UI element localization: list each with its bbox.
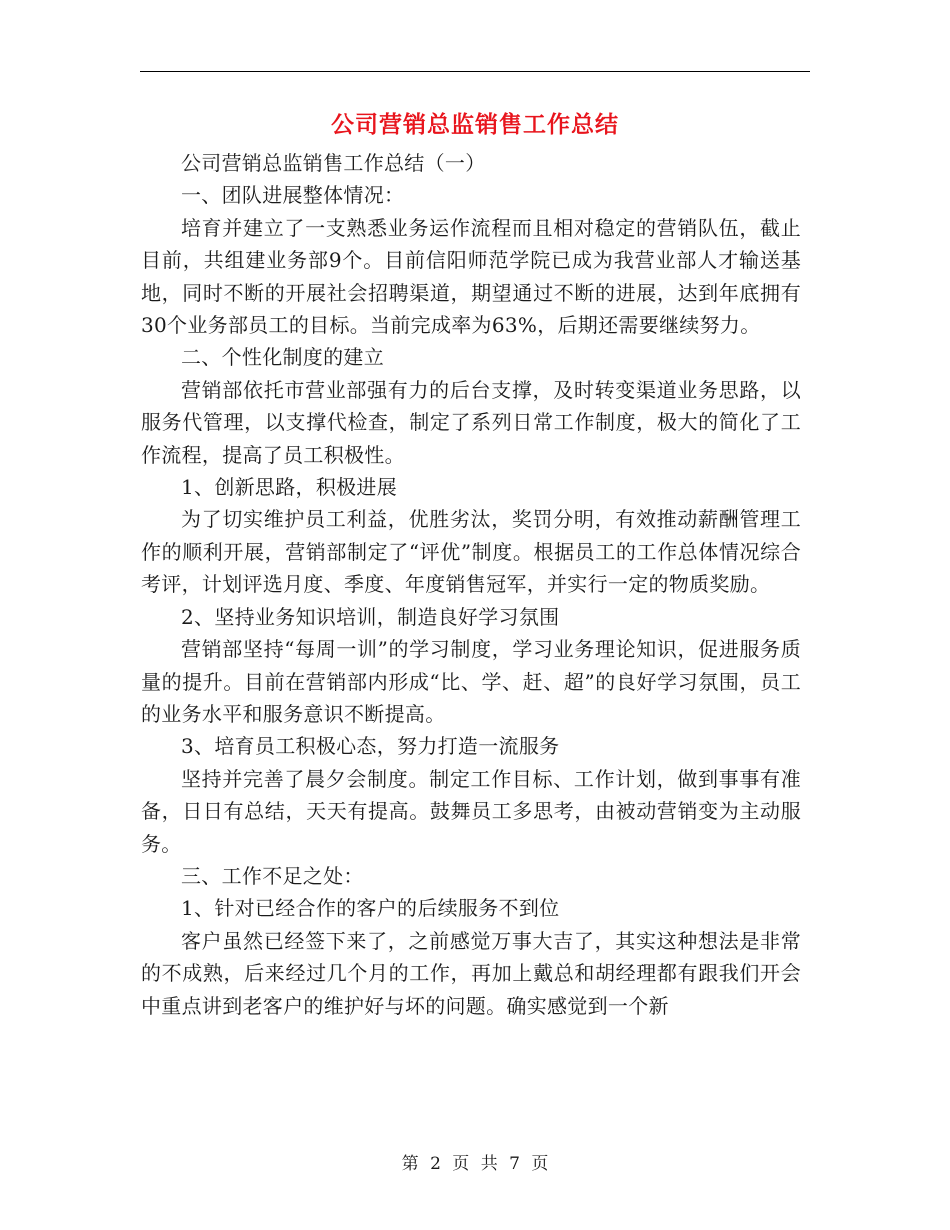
section-heading-3: 三、工作不足之处： (181, 863, 364, 888)
body-paragraph: 营销部依托市营业部强有力的后台支撑，及时转变渠道业务思路，以服务代管理，以支撑代检查，制定了系列日常工作制度，极大的简化了工作流程，提高了员工积极性。 (141, 377, 801, 467)
body-paragraph: 营销部坚持“每周一训”的学习制度，学习业务理论知识，促进服务质量的提升。目前在营销部内形成“比、学、赶、超”的良好学习氛围，员工的业务水平和服务意识不断提高。 (141, 637, 801, 726)
document-body (141, 147, 801, 1022)
subtitle-paragraph: 公司营销总监销售工作总结（一） (181, 151, 486, 175)
section-heading-2: 二、个性化制度的建立 (181, 345, 384, 370)
sub-heading-3: 3、培育员工积极心态，努力打造一流服务 (181, 734, 560, 759)
sub-heading-1: 1、创新思路，积极进展 (181, 475, 398, 500)
section-heading-1: 一、团队进展整体情况： (181, 183, 405, 208)
body-paragraph: 客户虽然已经签下来了，之前感觉万事大吉了，其实这种想法是非常的不成熟，后来经过几个月的工作，再加上戴总和胡经理都有跟我们开会中重点讲到老客户的维护好与坏的问题。确实感觉到一个新 (141, 928, 801, 1018)
body-paragraph: 培育并建立了一支熟悉业务运作流程而且相对稳定的营销队伍，截止目前，共组建业务部9个。目前信阳师范学院已成为我营业部人才输送基地，同时不断的开展社会招聘渠道，期望通过不断的进展，达到年底拥有30个业务部员工的目标。当前完成率为63%，后期还需要继续努力。 (141, 215, 801, 338)
body-paragraph: 坚持并完善了晨夕会制度。制定工作目标、工作计划，做到事事有准备，日日有总结，天天有提高。鼓舞员工多思考，由被动营销变为主动服务。 (141, 766, 801, 856)
sub-heading-2: 2、坚持业务知识培训，制造良好学习氛围 (181, 604, 560, 629)
header-rule (140, 71, 810, 72)
sub-heading-4: 1、针对已经合作的客户的后续服务不到位 (181, 896, 560, 921)
body-paragraph: 为了切实维护员工利益，优胜劣汰，奖罚分明，有效推动薪酬管理工作的顺利开展，营销部制定了“评优”制度。根据员工的工作总体情况综合考评，计划评选月度、季度、年度销售冠军，并实行一定的物质奖励。 (141, 507, 801, 597)
document-title: 公司营销总监销售工作总结 (331, 111, 619, 138)
page-number: 第 2 页 共 7 页 (401, 1154, 549, 1174)
